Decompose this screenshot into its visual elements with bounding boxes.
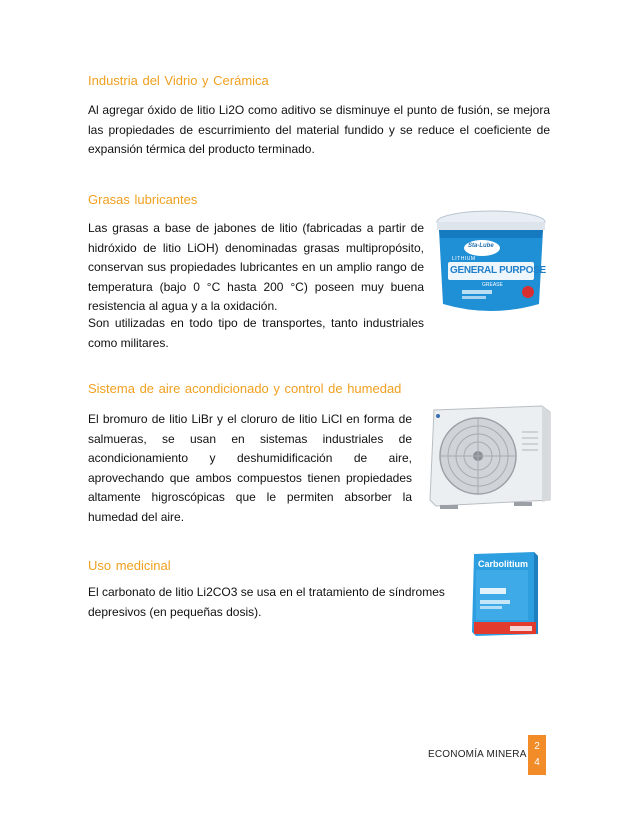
page-number-line2: 4 (534, 757, 540, 768)
paragraph-medicinal: El carbonato de litio Li2CO3 se usa en el tratamiento de síndromes depresivos (en pequeñas dosis). (88, 585, 445, 619)
paragraph-grasas-2: Son utilizadas en todo tipo de transportes, tanto industriales como militares. (88, 316, 424, 350)
paragraph-vidrio: Al agregar óxido de litio Li2O como aditivo se disminuye el punto de fusión, se mejora las propiedades de escurrimiento del material fundido y se reduce el coeficiente de expansión térmica del producto terminado. (88, 103, 550, 156)
grease-line2-label: GENERAL PURPOSE (450, 265, 546, 276)
footer-label: ECONOMÍA MINERA (428, 749, 527, 760)
section-heading-grasas: Grasas lubricantes (88, 192, 198, 207)
grease-line1-label: LITHIUM (452, 256, 476, 262)
air-conditioner-image (424, 402, 556, 512)
grease-brand-label: Sta-Lube (468, 243, 494, 249)
paragraph-aire: El bromuro de litio LiBr y el cloruro de litio LiCl en forma de salmueras, se usan en sistemas industriales de acondicionamiento y deshumidificación de aire, aprovechando que ambos compuestos tienen propiedades altamente higroscópicas que le permiten absorber la humedad del aire. (88, 412, 412, 524)
medicine-brand-label: Carbolitium (478, 559, 529, 569)
medicine-box-image (470, 550, 542, 638)
grease-tub-image (432, 208, 550, 320)
section-heading-medicinal: Uso medicinal (88, 558, 171, 573)
paragraph-grasas-1: Las grasas a base de jabones de litio (fabricadas a partir de hidróxido de litio LiOH) denominadas grasas multipropósito, conservan sus propiedades lubricantes en un amplio rango de temperatura (bajo 0 °C hasta 200 °C) poseen muy buena resistencia al agua y a la oxidación. (88, 221, 424, 313)
grease-line3-label: GREASE (482, 282, 503, 288)
page-number-line1: 2 (534, 741, 540, 752)
section-heading-aire: Sistema de aire acondicionado y control de humedad (88, 381, 402, 396)
section-heading-vidrio: Industria del Vidrio y Cerámica (88, 73, 269, 88)
page-number-badge (528, 735, 546, 775)
